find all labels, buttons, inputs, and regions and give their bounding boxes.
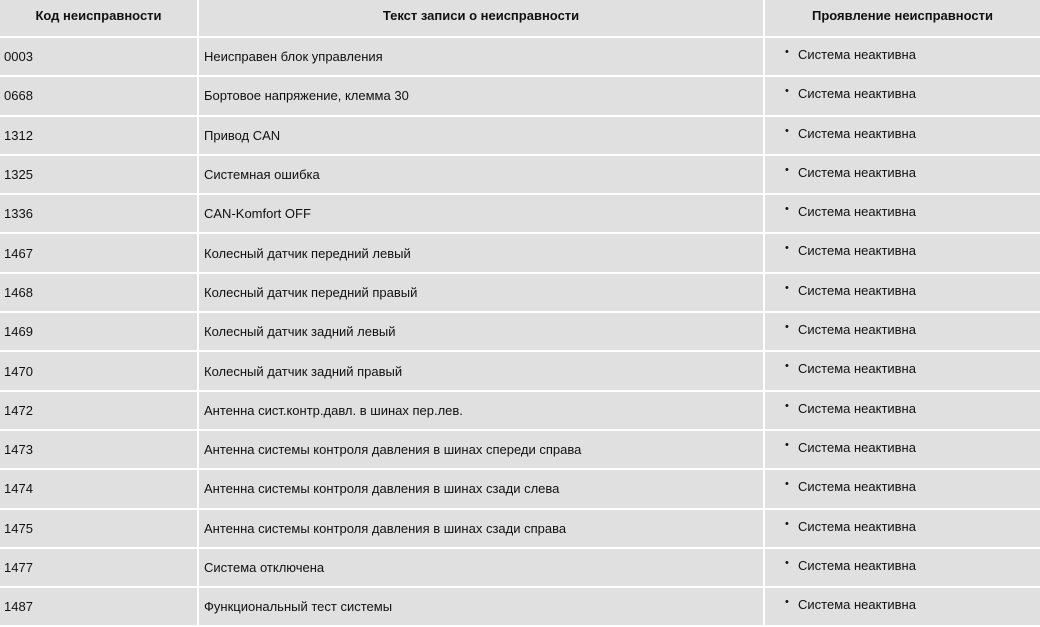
fault-text-cell: Функциональный тест системы (198, 587, 764, 626)
table-row (0, 233, 1040, 272)
fault-code-cell: 1477 (0, 548, 198, 587)
table-row (0, 312, 1040, 351)
manifestation-list (785, 558, 1040, 573)
manifestation-item: • Система неактивна (785, 479, 1040, 494)
manifestation-item: • Система неактивна (785, 47, 1040, 62)
fault-text-cell: CAN-Komfort OFF (198, 194, 764, 233)
fault-code-cell: 1468 (0, 273, 198, 312)
manifestation-item: • Система неактивна (785, 243, 1040, 258)
table-row (0, 155, 1040, 194)
fault-manifestation-cell (764, 548, 1040, 587)
fault-code-cell: 1472 (0, 391, 198, 430)
fault-code-cell: 1467 (0, 233, 198, 272)
manifestation-item: • Система неактивна (785, 401, 1040, 416)
fault-manifestation-cell (764, 587, 1040, 626)
table-row (0, 273, 1040, 312)
fault-text-cell: Колесный датчик передний правый (198, 273, 764, 312)
table-row (0, 509, 1040, 548)
table-row (0, 37, 1040, 76)
manifestation-item: • Система неактивна (785, 558, 1040, 573)
fault-code-cell: 1469 (0, 312, 198, 351)
manifestation-list (785, 361, 1040, 376)
manifestation-item: • Система неактивна (785, 361, 1040, 376)
fault-manifestation-cell (764, 312, 1040, 351)
manifestation-list (785, 86, 1040, 101)
manifestation-list (785, 165, 1040, 180)
manifestation-item: • Система неактивна (785, 165, 1040, 180)
manifestation-list (785, 401, 1040, 416)
fault-text-cell: Антенна сист.контр.давл. в шинах пер.лев. (198, 391, 764, 430)
manifestation-list (785, 322, 1040, 337)
fault-manifestation-cell (764, 351, 1040, 390)
fault-manifestation-cell (764, 76, 1040, 115)
header-fault-code: Код неисправности (0, 0, 198, 37)
table-row (0, 391, 1040, 430)
manifestation-item: • Система неактивна (785, 322, 1040, 337)
table-row (0, 469, 1040, 508)
fault-manifestation-cell (764, 116, 1040, 155)
fault-manifestation-cell (764, 37, 1040, 76)
fault-text-cell: Колесный датчик задний правый (198, 351, 764, 390)
manifestation-item: • Система неактивна (785, 86, 1040, 101)
header-fault-text: Текст записи о неисправности (198, 0, 764, 37)
fault-manifestation-cell (764, 509, 1040, 548)
manifestation-list (785, 47, 1040, 62)
fault-text-cell: Антенна системы контроля давления в шинах сзади справа (198, 509, 764, 548)
fault-text-cell: Бортовое напряжение, клемма 30 (198, 76, 764, 115)
table-row (0, 587, 1040, 626)
fault-text-cell: Антенна системы контроля давления в шинах спереди справа (198, 430, 764, 469)
manifestation-item: • Система неактивна (785, 204, 1040, 219)
fault-manifestation-cell (764, 194, 1040, 233)
fault-text-cell: Колесный датчик передний левый (198, 233, 764, 272)
fault-manifestation-cell (764, 469, 1040, 508)
header-fault-manifestation: Проявление неисправности (764, 0, 1040, 37)
manifestation-list (785, 283, 1040, 298)
manifestation-list (785, 243, 1040, 258)
manifestation-list (785, 479, 1040, 494)
fault-text-cell: Система отключена (198, 548, 764, 587)
manifestation-item: • Система неактивна (785, 440, 1040, 455)
fault-code-cell: 1473 (0, 430, 198, 469)
manifestation-list (785, 204, 1040, 219)
manifestation-list (785, 597, 1040, 612)
fault-code-cell: 1325 (0, 155, 198, 194)
fault-code-cell: 1475 (0, 509, 198, 548)
manifestation-list (785, 519, 1040, 534)
manifestation-item: • Система неактивна (785, 126, 1040, 141)
fault-text-cell: Системная ошибка (198, 155, 764, 194)
fault-code-cell: 1336 (0, 194, 198, 233)
fault-text-cell: Привод CAN (198, 116, 764, 155)
fault-manifestation-cell (764, 430, 1040, 469)
fault-code-cell: 1474 (0, 469, 198, 508)
table-row (0, 548, 1040, 587)
table-row (0, 76, 1040, 115)
manifestation-item: • Система неактивна (785, 283, 1040, 298)
fault-code-cell: 0668 (0, 76, 198, 115)
fault-manifestation-cell (764, 155, 1040, 194)
fault-manifestation-cell (764, 273, 1040, 312)
fault-manifestation-cell (764, 391, 1040, 430)
table-row (0, 430, 1040, 469)
table-row (0, 116, 1040, 155)
manifestation-item: • Система неактивна (785, 519, 1040, 534)
manifestation-list (785, 440, 1040, 455)
fault-code-cell: 1470 (0, 351, 198, 390)
table-row (0, 351, 1040, 390)
fault-text-cell: Антенна системы контроля давления в шинах сзади слева (198, 469, 764, 508)
fault-text-cell: Неисправен блок управления (198, 37, 764, 76)
manifestation-item: • Система неактивна (785, 597, 1040, 612)
table-row (0, 194, 1040, 233)
fault-manifestation-cell (764, 233, 1040, 272)
fault-code-cell: 1487 (0, 587, 198, 626)
table-header-row (0, 0, 1040, 37)
fault-code-cell: 1312 (0, 116, 198, 155)
fault-code-cell: 0003 (0, 37, 198, 76)
fault-text-cell: Колесный датчик задний левый (198, 312, 764, 351)
manifestation-list (785, 126, 1040, 141)
